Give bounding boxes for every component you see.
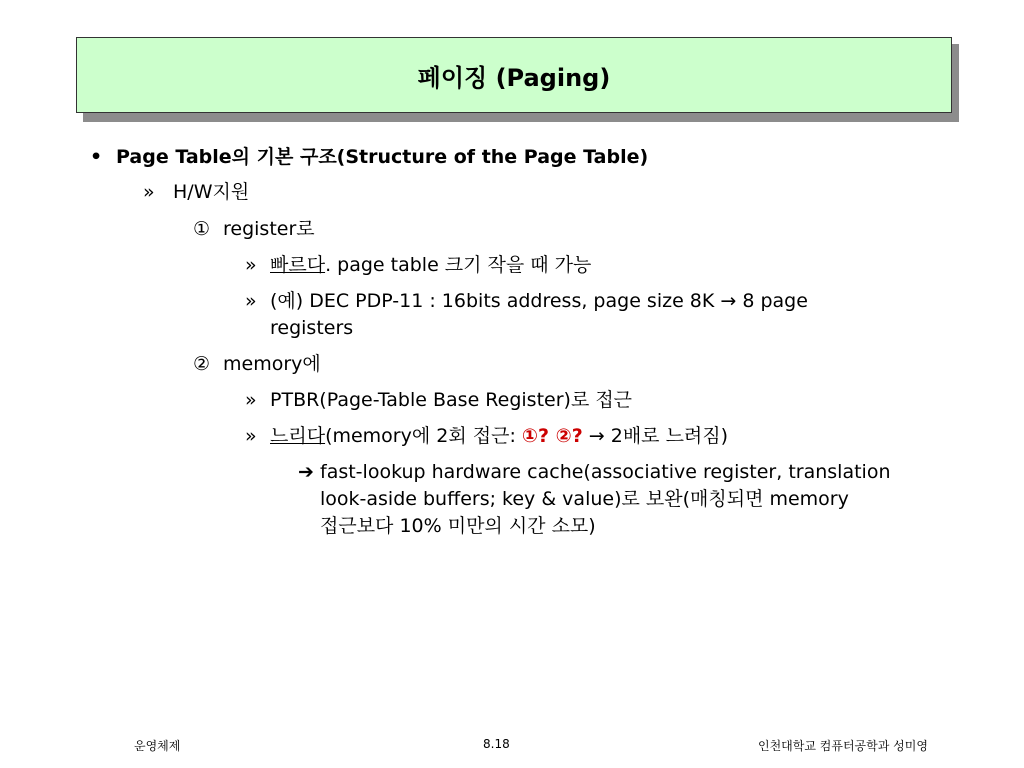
slide-title: 페이징 (Paging) xyxy=(417,63,611,92)
reg-item-2-line2: registers xyxy=(270,317,354,339)
memory-marker: ② xyxy=(193,353,211,375)
mem-item-2-emphasis: 느리다 xyxy=(270,425,326,447)
mem-item-1: PTBR(Page-Table Base Register)로 접근 xyxy=(270,389,633,411)
reg-item-1-rest: . page table 크기 작을 때 가능 xyxy=(325,254,592,276)
arrow-right-icon: ➔ xyxy=(298,461,314,483)
bullet-dot: • xyxy=(90,146,103,168)
section-heading: Page Table의 기본 구조(Structure of the Page Table) xyxy=(116,146,649,168)
reg-item-2-marker: » xyxy=(245,290,257,312)
slide-title-box xyxy=(76,37,952,113)
footer-course: 운영체제 xyxy=(134,739,181,753)
reg-item-2-line1: (예) DEC PDP-11 : 16bits address, page size 8K → 8 page xyxy=(270,290,808,312)
reg-item-1-marker: » xyxy=(245,254,257,276)
mem-item-1-marker: » xyxy=(245,389,257,411)
arrow-item-line3: 접근보다 10% 미만의 시간 소모) xyxy=(320,515,596,537)
footer-page-number: 8.18 xyxy=(483,737,510,751)
mem-item-2-red: ①? ②? xyxy=(521,425,583,447)
arrow-item-line1: fast-lookup hardware cache(associative register, translation xyxy=(320,461,891,483)
hw-label: H/W지원 xyxy=(173,181,250,203)
register-label: register로 xyxy=(223,218,315,240)
mem-item-2-mid: (memory에 2회 접근: xyxy=(325,425,522,447)
mem-item-2-end: → 2배로 느려짐) xyxy=(582,425,729,447)
register-marker: ① xyxy=(193,218,211,240)
reg-item-1-emphasis: 빠르다 xyxy=(270,254,326,276)
footer-author: 인천대학교 컴퓨터공학과 성미영 xyxy=(758,739,928,753)
hw-marker: » xyxy=(143,181,155,203)
arrow-item-line2: look-aside buffers; key & value)로 보완(매칭되면 memory xyxy=(320,488,849,510)
memory-label: memory에 xyxy=(223,353,321,375)
reg-item-1 xyxy=(270,252,591,279)
mem-item-2-marker: » xyxy=(245,425,257,447)
mem-item-2 xyxy=(270,423,728,450)
